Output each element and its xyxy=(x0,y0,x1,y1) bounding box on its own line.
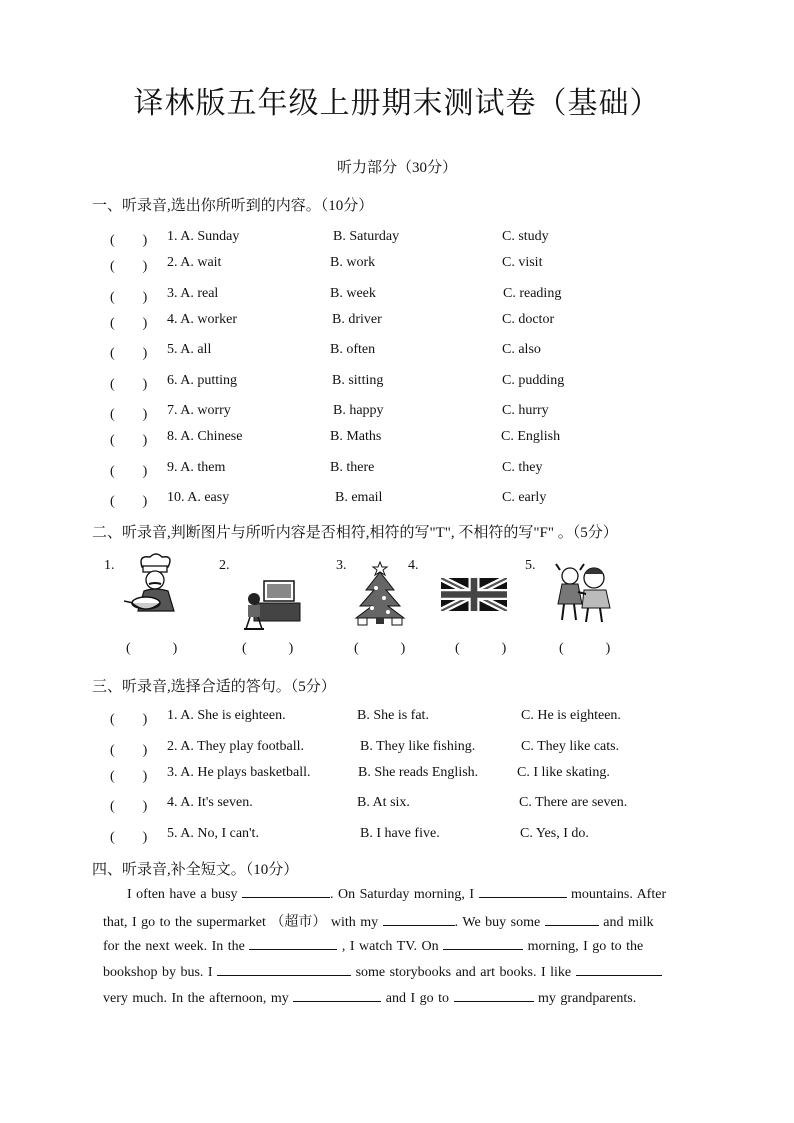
section1-heading: 一、听录音,选出你所听到的内容。（10分） xyxy=(92,198,374,214)
fill-blank[interactable] xyxy=(217,963,351,976)
answer-paren[interactable]: ( ) xyxy=(110,830,148,845)
answer-paren[interactable]: ( ) xyxy=(110,769,148,784)
passage-text: . We buy some xyxy=(454,915,545,930)
passage-text: that, I go to the supermarket （超市） with my xyxy=(103,915,383,930)
option-b: B. happy xyxy=(333,403,384,418)
option-a: 1. A. She is eighteen. xyxy=(167,708,286,723)
option-b: B. I have five. xyxy=(360,826,440,841)
option-a: 9. A. them xyxy=(167,460,226,475)
answer-paren[interactable]: ( ) xyxy=(110,433,148,448)
passage-text: very much. In the afternoon, my xyxy=(103,991,294,1006)
fill-blank[interactable] xyxy=(443,937,523,950)
option-b: B. sitting xyxy=(332,373,384,388)
fill-blank[interactable] xyxy=(383,913,455,926)
fill-blank[interactable] xyxy=(242,885,330,898)
option-c: C. Yes, I do. xyxy=(520,826,589,841)
passage-text: some storybooks and art books. I like xyxy=(351,965,576,980)
option-c: C. doctor xyxy=(502,312,555,327)
option-b: B. email xyxy=(335,490,383,505)
answer-paren[interactable]: ( ) xyxy=(110,712,148,727)
option-b: B. She is fat. xyxy=(357,708,429,723)
option-c: C. I like skating. xyxy=(517,765,610,780)
option-a: 2. A. wait xyxy=(167,255,222,270)
option-a: 3. A. He plays basketball. xyxy=(167,765,311,780)
answer-paren[interactable]: ( ) xyxy=(559,641,611,656)
option-b: B. At six. xyxy=(357,795,410,810)
answer-paren[interactable]: ( ) xyxy=(110,346,148,361)
union-jack-flag-icon xyxy=(441,578,507,611)
answer-paren[interactable]: ( ) xyxy=(110,259,148,274)
page-title: 译林版五年级上册期末测试卷（基础） xyxy=(133,87,661,120)
option-c: C. They like cats. xyxy=(521,739,620,754)
answer-paren[interactable]: ( ) xyxy=(110,316,148,331)
option-c: C. He is eighteen. xyxy=(521,708,621,723)
option-a: 5. A. No, I can't. xyxy=(167,826,259,841)
option-b: B. often xyxy=(330,342,376,357)
option-b: B. driver xyxy=(332,312,382,327)
passage-line xyxy=(103,911,654,931)
passage-text: mountains. After xyxy=(566,887,667,902)
picture-number: 1. xyxy=(104,558,115,573)
fill-blank[interactable] xyxy=(454,989,534,1002)
picture-number: 2. xyxy=(219,558,230,573)
option-a: 1. A. Sunday xyxy=(167,229,240,244)
christmas-tree-icon xyxy=(354,560,406,626)
two-children-icon xyxy=(550,562,616,624)
answer-paren[interactable]: ( ) xyxy=(110,494,148,509)
answer-paren[interactable]: ( ) xyxy=(354,641,406,656)
answer-paren[interactable]: ( ) xyxy=(110,290,148,305)
fill-blank[interactable] xyxy=(576,963,662,976)
option-b: B. there xyxy=(330,460,375,475)
answer-paren[interactable]: ( ) xyxy=(110,407,148,422)
option-a: 4. A. It's seven. xyxy=(167,795,253,810)
option-c: C. English xyxy=(501,429,561,444)
picture-number: 3. xyxy=(336,558,347,573)
option-b: B. Maths xyxy=(330,429,382,444)
passage-line xyxy=(127,885,666,903)
chef-icon xyxy=(124,553,184,615)
section2-heading: 二、听录音,判断图片与所听内容是否相符,相符的写"T", 不相符的写"F" 。（5分） xyxy=(92,525,618,541)
section-subtitle: 听力部分（30分） xyxy=(336,160,457,176)
option-c: C. visit xyxy=(502,255,543,270)
answer-paren[interactable]: ( ) xyxy=(110,743,148,758)
option-a: 2. A. They play football. xyxy=(167,739,304,754)
option-c: C. early xyxy=(502,490,547,505)
option-b: B. They like fishing. xyxy=(360,739,476,754)
passage-text: my grandparents. xyxy=(533,991,637,1006)
fill-blank[interactable] xyxy=(293,989,381,1002)
passage-text: , I watch TV. On xyxy=(337,939,444,954)
passage-line xyxy=(103,963,662,981)
computer-desk-icon xyxy=(240,575,302,631)
passage-text: for the next week. In the xyxy=(103,939,250,954)
option-c: C. reading xyxy=(503,286,562,301)
option-a: 8. A. Chinese xyxy=(167,429,243,444)
passage-text: morning, I go to the xyxy=(523,939,644,954)
option-c: C. There are seven. xyxy=(519,795,628,810)
option-a: 5. A. all xyxy=(167,342,212,357)
option-c: C. study xyxy=(502,229,549,244)
fill-blank[interactable] xyxy=(545,913,599,926)
section4-heading: 四、听录音,补全短文。（10分） xyxy=(92,862,299,878)
option-c: C. pudding xyxy=(502,373,565,388)
section3-heading: 三、听录音,选择合适的答句。（5分） xyxy=(92,679,336,695)
passage-text: and milk xyxy=(598,915,654,930)
option-c: C. hurry xyxy=(502,403,549,418)
answer-paren[interactable]: ( ) xyxy=(126,641,178,656)
option-a: 4. A. worker xyxy=(167,312,237,327)
fill-blank[interactable] xyxy=(249,937,337,950)
option-c: C. also xyxy=(502,342,541,357)
passage-line xyxy=(103,989,636,1007)
passage-line xyxy=(103,937,643,955)
answer-paren[interactable]: ( ) xyxy=(242,641,294,656)
answer-paren[interactable]: ( ) xyxy=(110,233,148,248)
passage-text: I often have a busy xyxy=(127,887,243,902)
passage-text: . On Saturday morning, I xyxy=(330,887,479,902)
option-b: B. week xyxy=(330,286,376,301)
option-b: B. Saturday xyxy=(333,229,400,244)
picture-number: 5. xyxy=(525,558,536,573)
answer-paren[interactable]: ( ) xyxy=(455,641,507,656)
option-a: 10. A. easy xyxy=(167,490,230,505)
option-c: C. they xyxy=(502,460,543,475)
option-b: B. work xyxy=(330,255,376,270)
option-a: 6. A. putting xyxy=(167,373,238,388)
option-b: B. She reads English. xyxy=(358,765,479,780)
fill-blank[interactable] xyxy=(479,885,567,898)
option-a: 7. A. worry xyxy=(167,403,231,418)
answer-paren[interactable]: ( ) xyxy=(110,799,148,814)
option-a: 3. A. real xyxy=(167,286,219,301)
answer-paren[interactable]: ( ) xyxy=(110,377,148,392)
picture-number: 4. xyxy=(408,558,419,573)
answer-paren[interactable]: ( ) xyxy=(110,464,148,479)
passage-text: bookshop by bus. I xyxy=(103,965,218,980)
passage-text: and I go to xyxy=(381,991,454,1006)
